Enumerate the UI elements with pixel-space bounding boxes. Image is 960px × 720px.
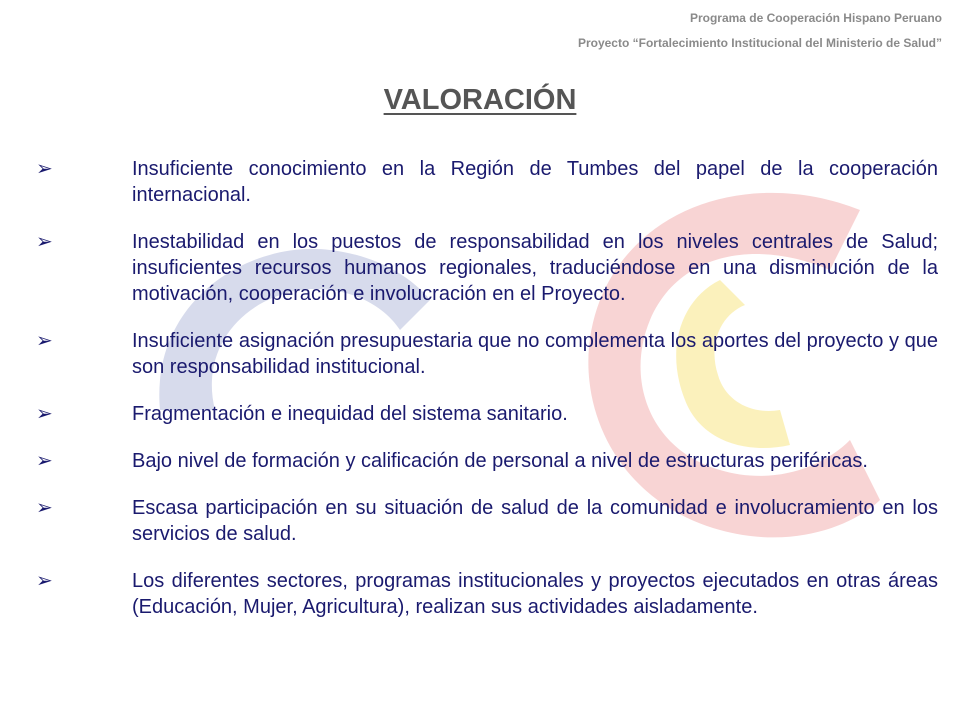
bullet-text: Insuficiente asignación presupuestaria que no complementa los aportes del proyecto y que son responsabilidad institucional. bbox=[132, 330, 938, 378]
arrowhead-bullet-icon: ➢ bbox=[36, 330, 53, 352]
arrowhead-bullet-icon: ➢ bbox=[36, 497, 53, 519]
arrowhead-bullet-icon: ➢ bbox=[36, 450, 53, 472]
header-project-line: Proyecto “Fortalecimiento Institucional del Ministerio de Salud” bbox=[577, 36, 942, 50]
arrowhead-bullet-icon: ➢ bbox=[36, 570, 53, 592]
bullet-item bbox=[0, 328, 960, 380]
bullet-item bbox=[0, 495, 960, 547]
page-title: VALORACIÓN bbox=[383, 84, 577, 116]
bullet-list bbox=[0, 156, 960, 641]
bullet-text: Los diferentes sectores, programas institucionales y proyectos ejecutados en otras áreas (Educación, Mujer, Agricultura), realizan sus actividades aisladamente. bbox=[132, 570, 938, 618]
header-program-line: Programa de Cooperación Hispano Peruano bbox=[689, 11, 942, 25]
header bbox=[578, 6, 942, 56]
bullet-item bbox=[0, 229, 960, 307]
bullet-item bbox=[0, 448, 960, 474]
bullet-item bbox=[0, 156, 960, 208]
bullet-text: Insuficiente conocimiento en la Región de Tumbes del papel de la cooperación internacional. bbox=[132, 158, 938, 206]
bullet-item bbox=[0, 401, 960, 427]
arrowhead-bullet-icon: ➢ bbox=[36, 158, 53, 180]
bullet-item bbox=[0, 568, 960, 620]
bullet-text: Escasa participación en su situación de salud de la comunidad e involucramiento en los servicios de salud. bbox=[132, 497, 938, 545]
bullet-text: Bajo nivel de formación y calificación de personal a nivel de estructuras periféricas. bbox=[132, 450, 868, 472]
bullet-text: Fragmentación e inequidad del sistema sanitario. bbox=[132, 403, 568, 425]
bullet-text: Inestabilidad en los puestos de responsabilidad en los niveles centrales de Salud; insuficientes recursos humanos regionales, traduciéndose en una disminución de la motivación, cooperación e involucración en el Proyecto. bbox=[132, 231, 938, 305]
arrowhead-bullet-icon: ➢ bbox=[36, 231, 53, 253]
arrowhead-bullet-icon: ➢ bbox=[36, 403, 53, 425]
